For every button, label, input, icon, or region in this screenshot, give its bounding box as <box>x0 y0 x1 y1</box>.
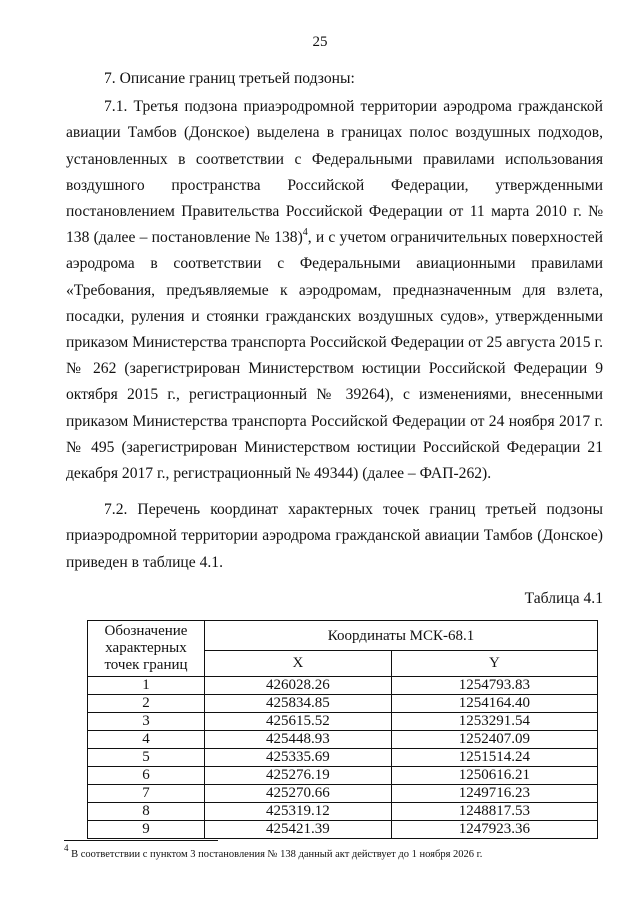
page-number: 25 <box>312 34 328 50</box>
cell-point-number: 9 <box>88 821 205 839</box>
header-point-designation: Обозначение характерных точек границ <box>88 621 205 677</box>
coordinates-table <box>87 620 598 839</box>
paragraph-7-1 <box>66 94 603 487</box>
cell-x: 425335.69 <box>205 749 392 767</box>
table-row <box>88 749 598 767</box>
cell-x: 425319.12 <box>205 803 392 821</box>
table-row <box>88 713 598 731</box>
cell-point-number: 4 <box>88 731 205 749</box>
table-row <box>88 803 598 821</box>
cell-y: 1248817.53 <box>391 803 597 821</box>
footnote-marker: 4 <box>64 842 69 853</box>
paragraph-7-2: 7.2. Перечень координат характерных точек границ третьей подзоны приаэродромной территории аэродрома гражданской авиации Тамбов (Донское) приведен в таблице 4.1. <box>66 501 603 571</box>
cell-y: 1251514.24 <box>391 749 597 767</box>
footnote-divider <box>64 840 218 841</box>
table-row <box>88 731 598 749</box>
cell-x: 425834.85 <box>205 695 392 713</box>
cell-x: 425276.19 <box>205 767 392 785</box>
footnote <box>64 842 604 862</box>
cell-x: 425448.93 <box>205 731 392 749</box>
cell-point-number: 3 <box>88 713 205 731</box>
cell-point-number: 5 <box>88 749 205 767</box>
cell-x: 425615.52 <box>205 713 392 731</box>
cell-point-number: 7 <box>88 785 205 803</box>
cell-y: 1250616.21 <box>391 767 597 785</box>
cell-y: 1254164.40 <box>391 695 597 713</box>
cell-point-number: 2 <box>88 695 205 713</box>
table-row <box>88 767 598 785</box>
section-heading: 7. Описание границ третьей подзоны: <box>104 70 355 87</box>
footnote-text: В соответствии с пунктом 3 постановления № 138 данный акт действует до 1 ноября 2026 г. <box>68 849 483 860</box>
cell-point-number: 6 <box>88 767 205 785</box>
header-y: Y <box>391 650 597 677</box>
cell-x: 426028.26 <box>205 677 392 695</box>
document-body <box>66 66 603 839</box>
footnote-reference: 4 <box>302 227 308 239</box>
table-caption: Таблица 4.1 <box>524 589 603 607</box>
table-row <box>88 695 598 713</box>
cell-point-number: 1 <box>88 677 205 695</box>
table-row <box>88 821 598 839</box>
paragraph-7-1-text-start: 7.1. Третья подзона приаэродромной территории аэродрома гражданской авиации Тамбов (Донское) выделена в границах полос воздушных подходов, установленных в соответствии с Федеральными правилами использования воздушного пространства Российской Федерации, утвержденными постановлением Правительства Российской Федерации от 11 марта 2010 г. № 138 (далее – постановление № 138) <box>66 98 603 247</box>
cell-y: 1252407.09 <box>391 731 597 749</box>
table-header-row <box>88 621 598 650</box>
header-coordinates: Координаты МСК-68.1 <box>205 621 598 650</box>
cell-y: 1253291.54 <box>391 713 597 731</box>
header-x: X <box>205 650 392 677</box>
paragraph-7-1-text-end: , и с учетом ограничительных поверхностей аэродрома в соответствии с Федеральными авиационными правилами «Требования, предъявляемые к аэродромам, предназначенным для взлета, посадки, руления и стоянки гражданских воздушных судов», утвержденными приказом Министерства транспорта Российской Федерации от 25 августа 2015 г. № 262 (зарегистрирован Министерством юстиции Российской Федерации 9 октября 2015 г., регистрационный № 39264), с изменениями, внесенными приказом Министерства транспорта Российской Федерации от 24 ноября 2017 г. № 495 (зарегистрирован Министерством юстиции Российской Федерации 21 декабря 2017 г., регистрационный № 49344) (далее – ФАП-262). <box>66 229 603 483</box>
cell-y: 1249716.23 <box>391 785 597 803</box>
cell-y: 1247923.36 <box>391 821 597 839</box>
cell-y: 1254793.83 <box>391 677 597 695</box>
cell-x: 425270.66 <box>205 785 392 803</box>
cell-x: 425421.39 <box>205 821 392 839</box>
table-row <box>88 677 598 695</box>
cell-point-number: 8 <box>88 803 205 821</box>
table-row <box>88 785 598 803</box>
